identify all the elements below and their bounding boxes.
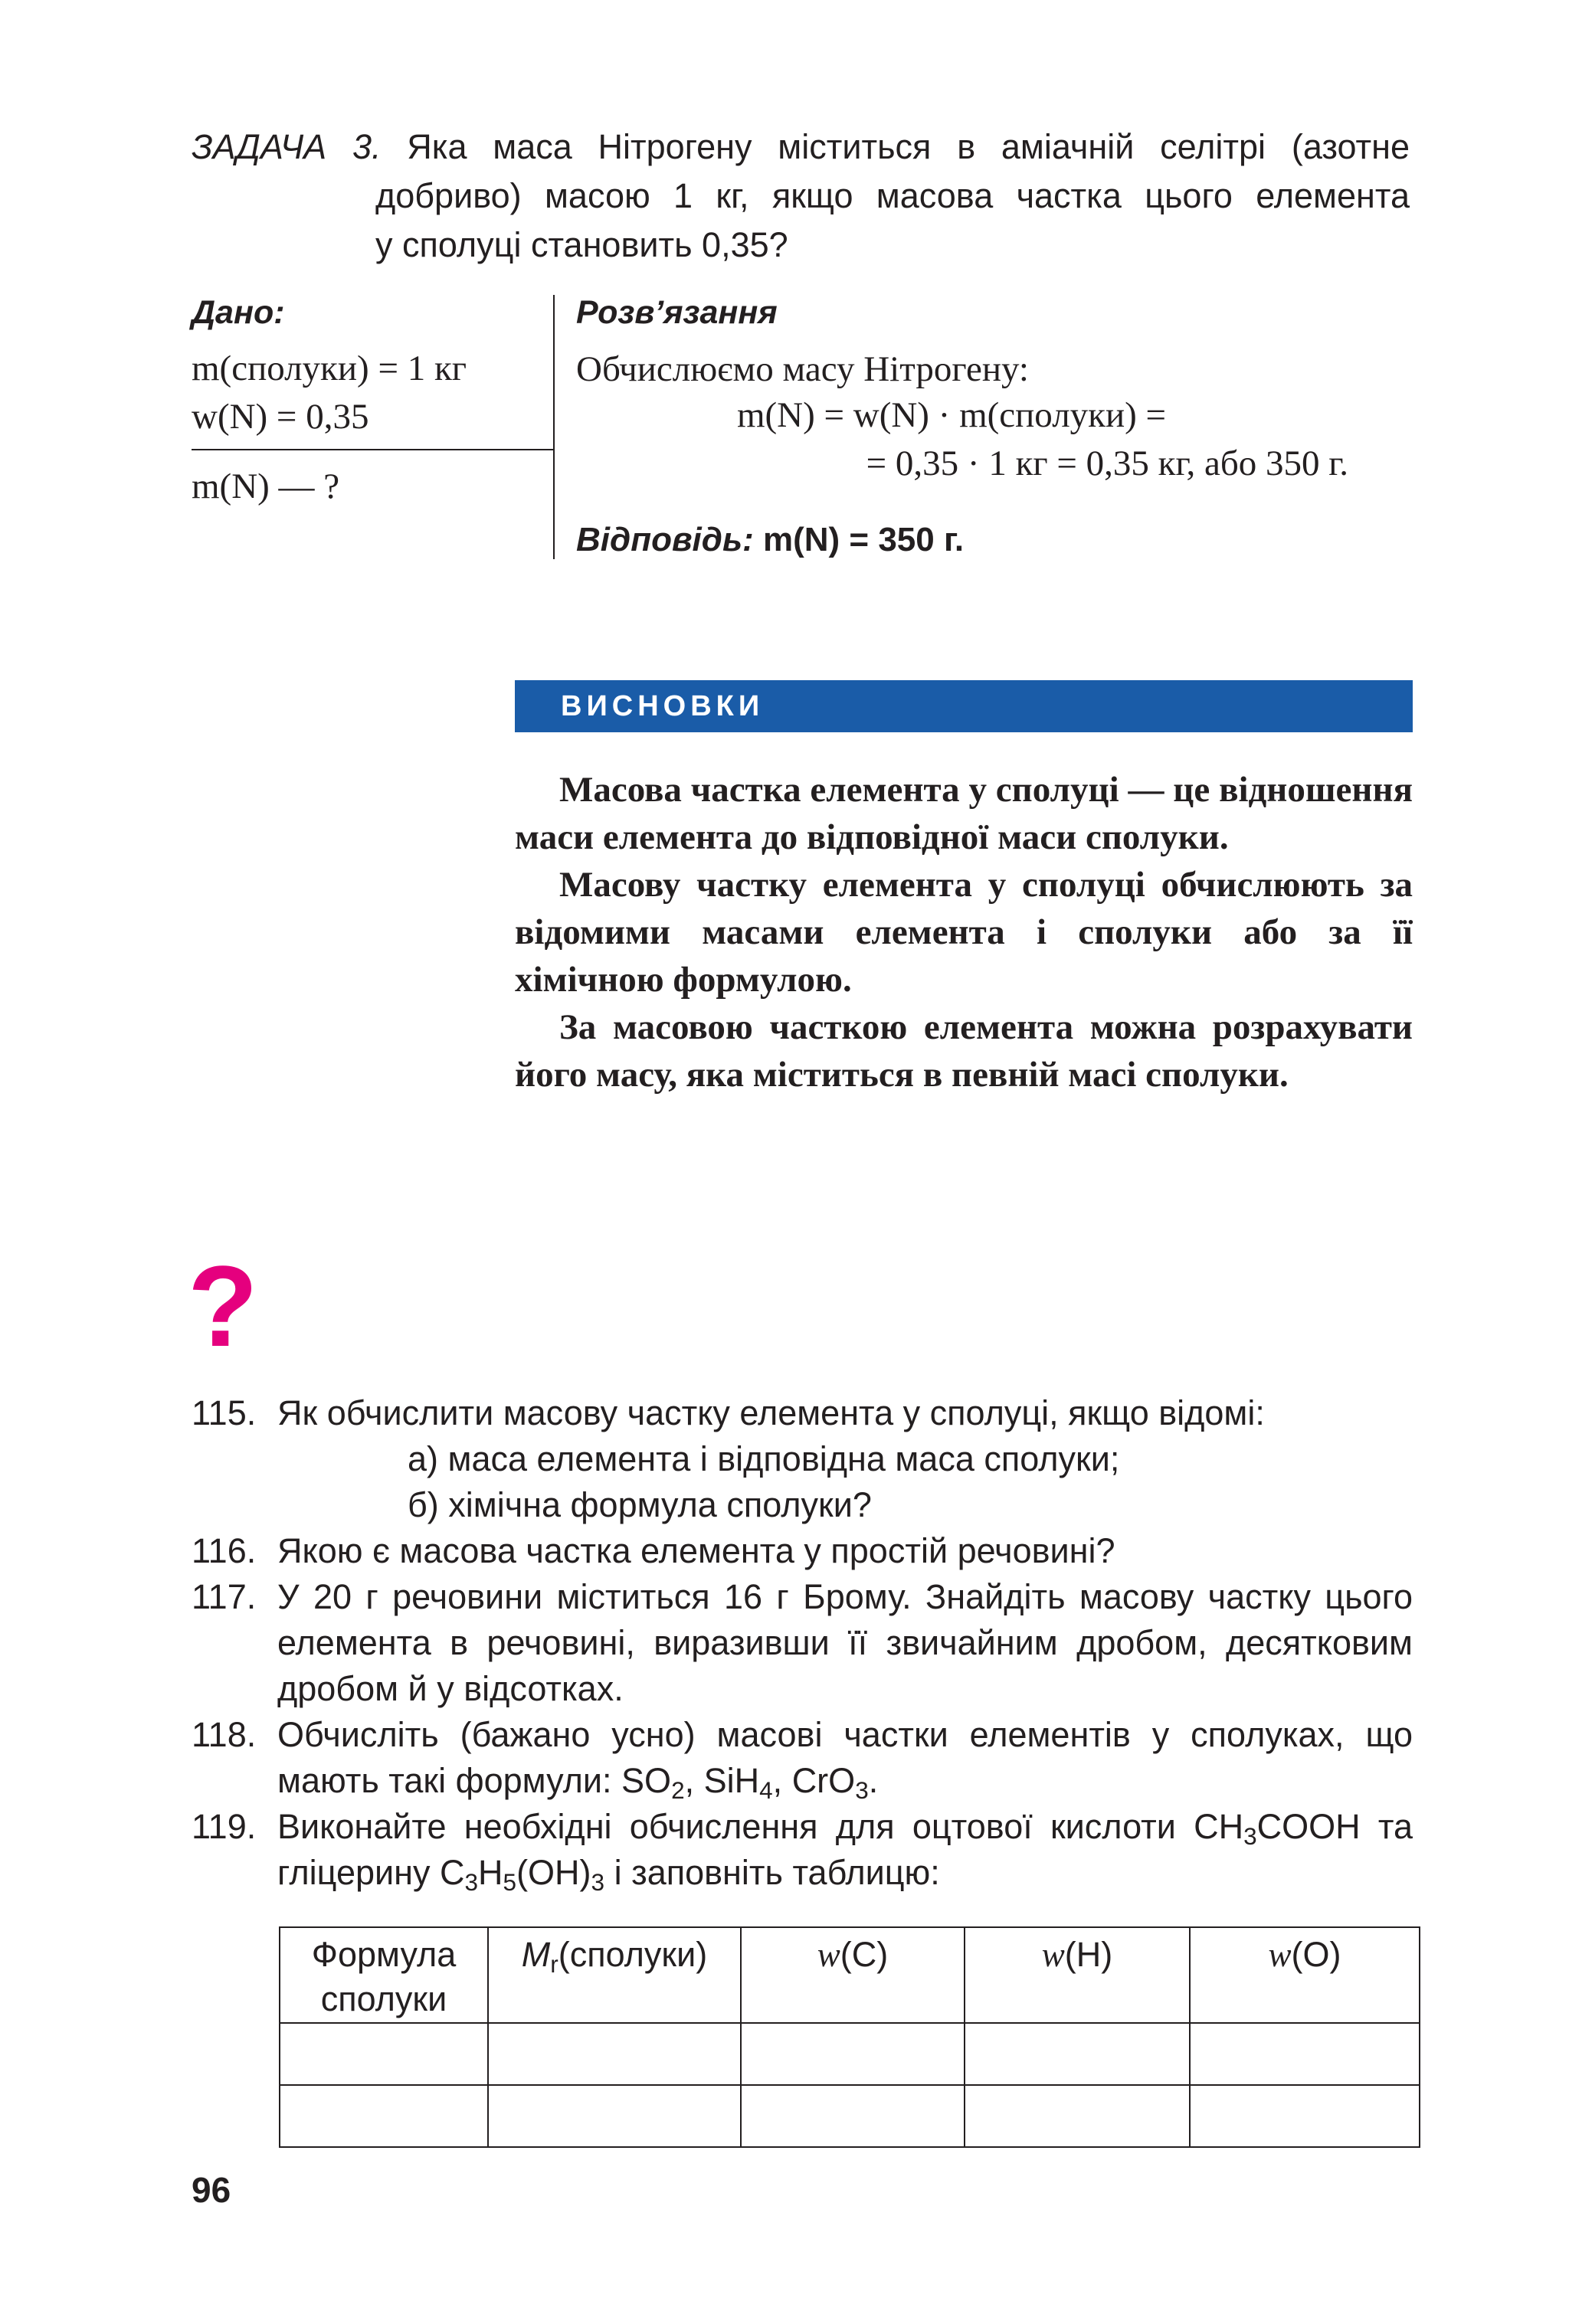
- formula-so2: $SO_2$: [621, 1761, 685, 1804]
- conclusion-paragraph-2: Масову частку елемента у сполуці обчислюють за відомими масами елемента і сполуки або за її хімічною формулою.: [515, 865, 1413, 1000]
- exercise-number: 115.: [192, 1393, 257, 1432]
- exercise-text: Якою є масова частка елемента у простій речовині?: [277, 1531, 1115, 1570]
- answer-value: m(N) = 350 г.: [762, 521, 965, 558]
- given-title: Дано:: [192, 294, 285, 331]
- table-cell[interactable]: [965, 2023, 1190, 2085]
- exercises-list: [192, 1390, 1413, 1896]
- formula-cro3: CrO$_3$: [791, 1761, 869, 1804]
- given-line-mass: m(сполуки) = 1 кг: [192, 349, 467, 388]
- page-number: 96: [192, 2170, 231, 2210]
- header-mr: $M_r(сполуки)$: [488, 1927, 741, 2023]
- exercise-option-b: б) хімічна формула сполуки?: [408, 1485, 872, 1524]
- task-3: [192, 123, 1410, 270]
- given-data: [192, 345, 467, 441]
- fill-in-table: [279, 1926, 1420, 2148]
- table-header-row: [280, 1927, 1420, 2023]
- conclusion-paragraph-3: За масовою часткою елемента можна розрахувати його масу, яка міститься в певній масі сполуки.: [515, 1007, 1413, 1095]
- conclusion-paragraph-1: Масова частка елемента у сполуці — це відношення маси елемента до відповідної маси сполуки.: [515, 770, 1413, 857]
- exercise-117: [192, 1574, 1413, 1712]
- formula-sih4: SiH$_4$: [703, 1761, 773, 1804]
- exercise-118-text: Обчисліть (бажано усно) масові частки елементів у сполуках, що мають такі формули:: [277, 1715, 1413, 1800]
- exercise-number: 117.: [192, 1577, 257, 1616]
- solution-line-3: = 0,35 · 1 кг = 0,35 кг, або 350 г.: [866, 444, 1348, 483]
- solution-line-2: m(N) = w(N) · m(сполуки) =: [736, 395, 1167, 435]
- task-line-1: Яка маса Нітрогену міститься в аміачній селітрі (азотне: [407, 127, 1410, 166]
- given-line-fraction: w(N) = 0,35: [192, 397, 369, 437]
- header-wh: w(H): [965, 1927, 1190, 2023]
- table-cell[interactable]: [741, 2023, 965, 2085]
- conclusions-text: [515, 766, 1413, 1098]
- solution-title: Розв’язання: [576, 294, 778, 331]
- answer: [576, 521, 964, 559]
- exercise-115: [192, 1390, 1413, 1528]
- table-cell[interactable]: [488, 2023, 741, 2085]
- table-row: [280, 2023, 1420, 2085]
- task-label: ЗАДАЧА 3.: [192, 127, 382, 166]
- exercise-118: [192, 1712, 1413, 1804]
- exercise-119: [192, 1804, 1413, 1896]
- exercise-text: Обчисліть (бажано усно) масові частки елементів у сполуках, що мають такі формули: $SO_2$, SiH$_4$, CrO$_3$.: [277, 1715, 1413, 1804]
- header-wc: w(C): [741, 1927, 965, 2023]
- given-find: m(N) — ?: [192, 466, 340, 506]
- conclusions-title: ВИСНОВКИ: [561, 690, 765, 722]
- table-cell[interactable]: [965, 2085, 1190, 2147]
- solution-divider: [553, 295, 555, 559]
- table-cell[interactable]: [280, 2085, 488, 2147]
- exercise-number: 116.: [192, 1531, 257, 1570]
- table-cell[interactable]: [1190, 2023, 1420, 2085]
- exercise-option-a: а) маса елемента і відповідна маса сполуки;: [408, 1439, 1120, 1478]
- table-cell[interactable]: [741, 2085, 965, 2147]
- table-cell[interactable]: [1190, 2085, 1420, 2147]
- task-line-3: у сполуці становить 0,35?: [375, 225, 788, 264]
- exercise-text: Виконайте необхідні обчислення для оцтової кислоти $CH_3COOH$ та гліцерину $C_3H_5(OH)_3$ і заповніть таблицю:: [277, 1807, 1413, 1896]
- exercise-text: Як обчислити масову частку елемента у сполуці, якщо відомі:: [277, 1393, 1265, 1432]
- question-mark-icon: ?: [188, 1242, 258, 1370]
- task-line-2: добриво) масою 1 кг, якщо масова частка цього елемента: [375, 176, 1410, 215]
- header-formula: Формула сполуки: [280, 1927, 488, 2023]
- exercise-number: 119.: [192, 1807, 257, 1846]
- table-cell[interactable]: [488, 2085, 741, 2147]
- table-row: [280, 2085, 1420, 2147]
- exercise-text: У 20 г речовини міститься 16 г Брому. Знайдіть масову частку цього елемента в речовині, виразивши її звичайним дробом, десятковим дробом й у відсотках.: [277, 1577, 1413, 1708]
- header-wo: w(O): [1190, 1927, 1420, 2023]
- solution-line-1: Обчислюємо масу Нітрогену:: [576, 349, 1029, 389]
- exercise-number: 118.: [192, 1715, 257, 1754]
- given-divider: [192, 449, 553, 450]
- exercise-116: [192, 1528, 1413, 1574]
- answer-label: Відповідь:: [576, 521, 754, 558]
- table-cell[interactable]: [280, 2023, 488, 2085]
